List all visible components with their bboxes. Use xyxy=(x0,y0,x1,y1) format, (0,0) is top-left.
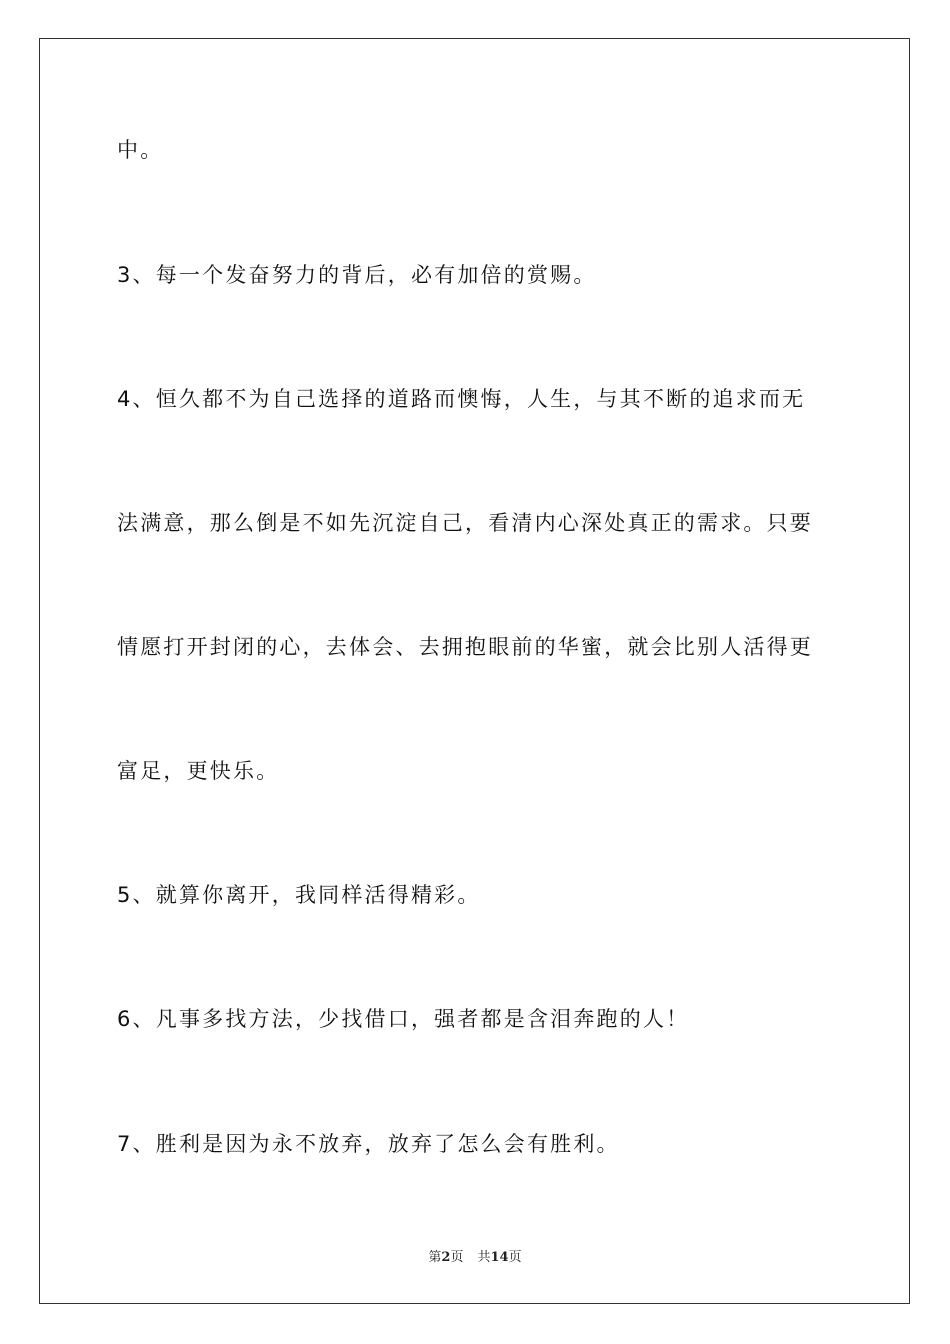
text-line-1: 中。 xyxy=(117,138,164,162)
text-line-7: 5、就算你离开，我同样活得精彩。 xyxy=(117,883,481,907)
total-suffix: 页 xyxy=(508,1250,522,1265)
total-pages-number: 14 xyxy=(490,1250,509,1265)
text-line-2: 3、每一个发奋努力的背后，必有加倍的赏赐。 xyxy=(117,263,597,287)
text-line-4: 法满意，那么倒是不如先沉淀自己，看清内心深处真正的需求。只要 xyxy=(117,511,813,535)
page-suffix: 页 xyxy=(450,1250,464,1265)
page-footer xyxy=(0,1246,950,1265)
text-line-6: 富足，更快乐。 xyxy=(117,759,280,783)
text-line-5: 情愿打开封闭的心，去体会、去拥抱眼前的华蜜，就会比别人活得更 xyxy=(117,635,813,659)
page-border xyxy=(39,38,910,1304)
text-line-9: 7、胜利是因为永不放弃，放弃了怎么会有胜利。 xyxy=(117,1132,620,1156)
total-prefix: 共 xyxy=(477,1250,491,1265)
text-line-8: 6、凡事多找方法，少找借口，强者都是含泪奔跑的人！ xyxy=(117,1007,690,1031)
page-prefix: 第 xyxy=(428,1250,442,1265)
text-line-3: 4、恒久都不为自己选择的道路而懊悔，人生，与其不断的追求而无 xyxy=(117,387,806,411)
current-page-number: 2 xyxy=(441,1250,451,1265)
